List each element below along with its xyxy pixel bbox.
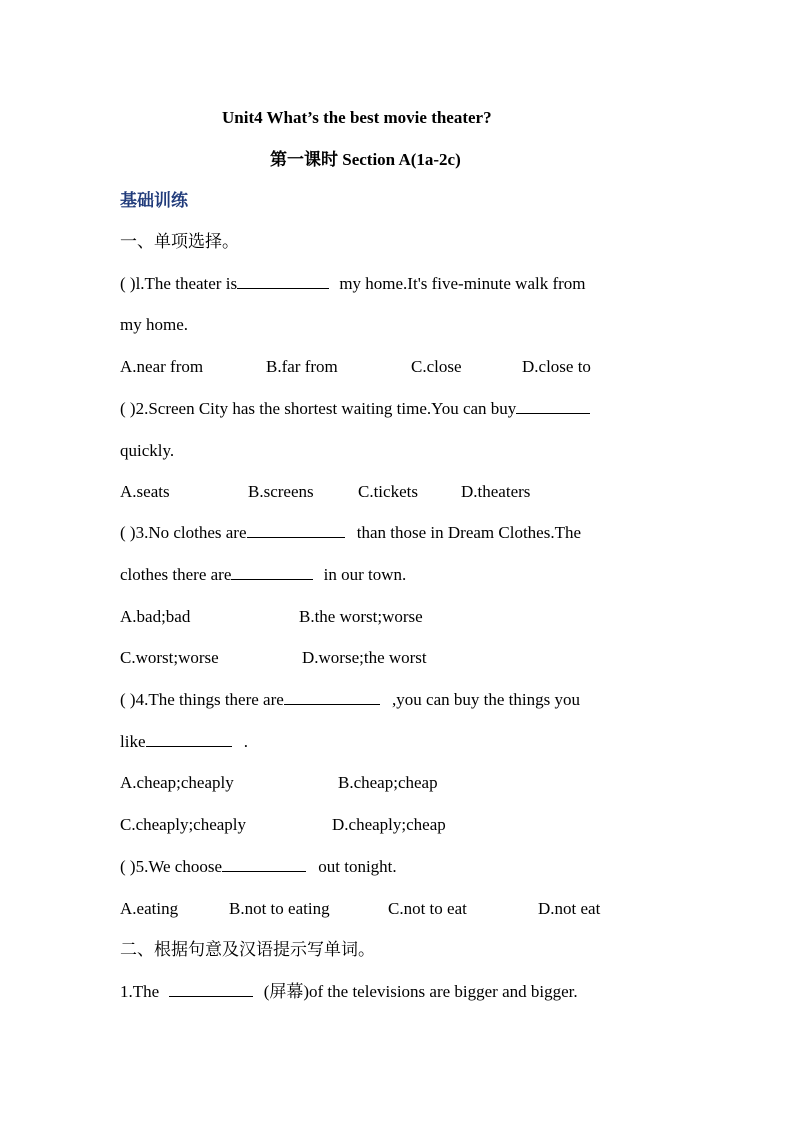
option-a[interactable]: A.bad;bad [120, 607, 191, 626]
option-c[interactable]: C.cheaply;cheaply [120, 815, 247, 834]
option-b[interactable]: B.not to eating [229, 899, 330, 918]
question-2-line2: quickly. [120, 441, 175, 460]
question-1-line1 [120, 273, 674, 295]
option-b[interactable]: B.the worst;worse [299, 607, 423, 626]
part1-heading: 一、单项选择。 [120, 232, 239, 251]
option-c[interactable]: C.close [411, 357, 462, 376]
option-a[interactable]: A.near from [120, 357, 204, 376]
question-3-text-d: in our town. [323, 565, 407, 584]
option-c[interactable]: C.not to eat [388, 899, 467, 918]
question-3-text-b: than those in Dream Clothes.The [356, 523, 582, 542]
question-3-line1 [120, 522, 674, 544]
option-b[interactable]: B.screens [248, 482, 314, 501]
question-2-text-a: ( )2.Screen City has the shortest waiting time.You can buy [120, 399, 517, 418]
answer-blank[interactable] [231, 564, 313, 580]
question-3-text-a: ( )3.No clothes are [120, 523, 247, 542]
question-2-line1 [120, 398, 674, 420]
option-a[interactable]: A.eating [120, 899, 179, 918]
answer-blank[interactable] [247, 522, 345, 538]
part2-heading: 二、根据句意及汉语提示写单词。 [120, 940, 375, 959]
question-4-text-c: like [120, 732, 146, 751]
question-5-text-b: out tonight. [318, 857, 397, 876]
question-5-line1 [120, 856, 674, 878]
answer-blank[interactable] [237, 273, 329, 289]
question-5-text-a: ( )5.We choose [120, 857, 223, 876]
option-d[interactable]: D.close to [522, 357, 591, 376]
option-c[interactable]: C.tickets [358, 482, 418, 501]
question-4-text-a: ( )4.The things there are [120, 690, 284, 709]
question-3-line2 [120, 564, 674, 586]
question-1-line2: my home. [120, 315, 188, 334]
option-d[interactable]: D.theaters [461, 482, 531, 501]
page-subtitle: 第一课时 Section A(1a-2c) [270, 150, 461, 169]
option-b[interactable]: B.far from [266, 357, 338, 376]
question-4-text-b: ,you can buy the things you [392, 690, 580, 709]
option-b[interactable]: B.cheap;cheap [338, 773, 438, 792]
option-d[interactable]: D.cheaply;cheap [332, 815, 446, 834]
question-3-text-c: clothes there are [120, 565, 232, 584]
question-4-line2 [120, 731, 674, 753]
option-a[interactable]: A.cheap;cheaply [120, 773, 234, 792]
answer-blank[interactable] [169, 981, 253, 997]
option-d[interactable]: D.not eat [538, 899, 601, 918]
answer-blank[interactable] [222, 856, 306, 872]
answer-blank[interactable] [146, 731, 232, 747]
part2-question-1-text-b: (屏幕)of the televisions are bigger and bigger. [263, 982, 578, 1001]
question-1-text-a: ( )l.The theater is [120, 274, 238, 293]
answer-blank[interactable] [516, 398, 590, 414]
question-4-line1 [120, 689, 674, 711]
part2-question-1-text-a: 1.The [120, 982, 160, 1001]
question-1-text-b: my home.It's five-minute walk from [339, 274, 586, 293]
part2-question-1 [120, 981, 674, 1003]
option-a[interactable]: A.seats [120, 482, 170, 501]
page-title: Unit4 What’s the best movie theater? [222, 108, 492, 127]
option-d[interactable]: D.worse;the worst [302, 648, 427, 667]
answer-blank[interactable] [284, 689, 380, 705]
question-4-text-d: . [243, 732, 248, 751]
option-c[interactable]: C.worst;worse [120, 648, 219, 667]
section-label: 基础训练 [120, 191, 188, 210]
